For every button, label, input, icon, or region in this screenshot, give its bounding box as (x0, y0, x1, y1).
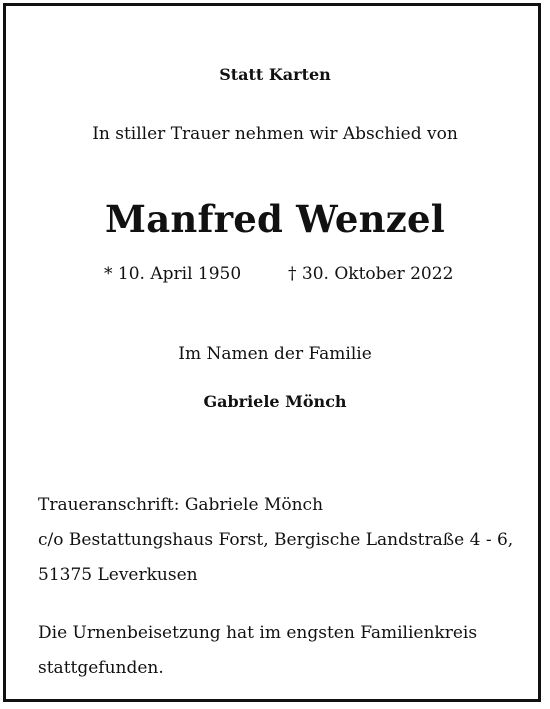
family-intro-text: Im Namen der Familie (178, 344, 372, 364)
header-text: Statt Karten (219, 65, 331, 84)
mourning-address (38, 488, 518, 593)
birth-date: * 10. April 1950 (104, 264, 242, 284)
address-line: 51375 Leverkusen (38, 565, 198, 585)
death-date: † 30. Oktober 2022 (288, 264, 454, 284)
deceased-name: Manfred Wenzel (105, 197, 445, 241)
intro-text: In stiller Trauer nehmen wir Abschied von (92, 124, 458, 144)
signer-name: Gabriele Mönch (203, 392, 347, 411)
address-line: Traueranschrift: Gabriele Mönch (38, 495, 324, 515)
address-line: c/o Bestattungshaus Forst, Bergische Landstraße 4 - 6, (38, 530, 514, 550)
note-line: Die Urnenbeisetzung hat im engsten Familienkreis (38, 623, 478, 643)
burial-note (38, 616, 518, 686)
note-line: stattgefunden. (38, 658, 164, 678)
